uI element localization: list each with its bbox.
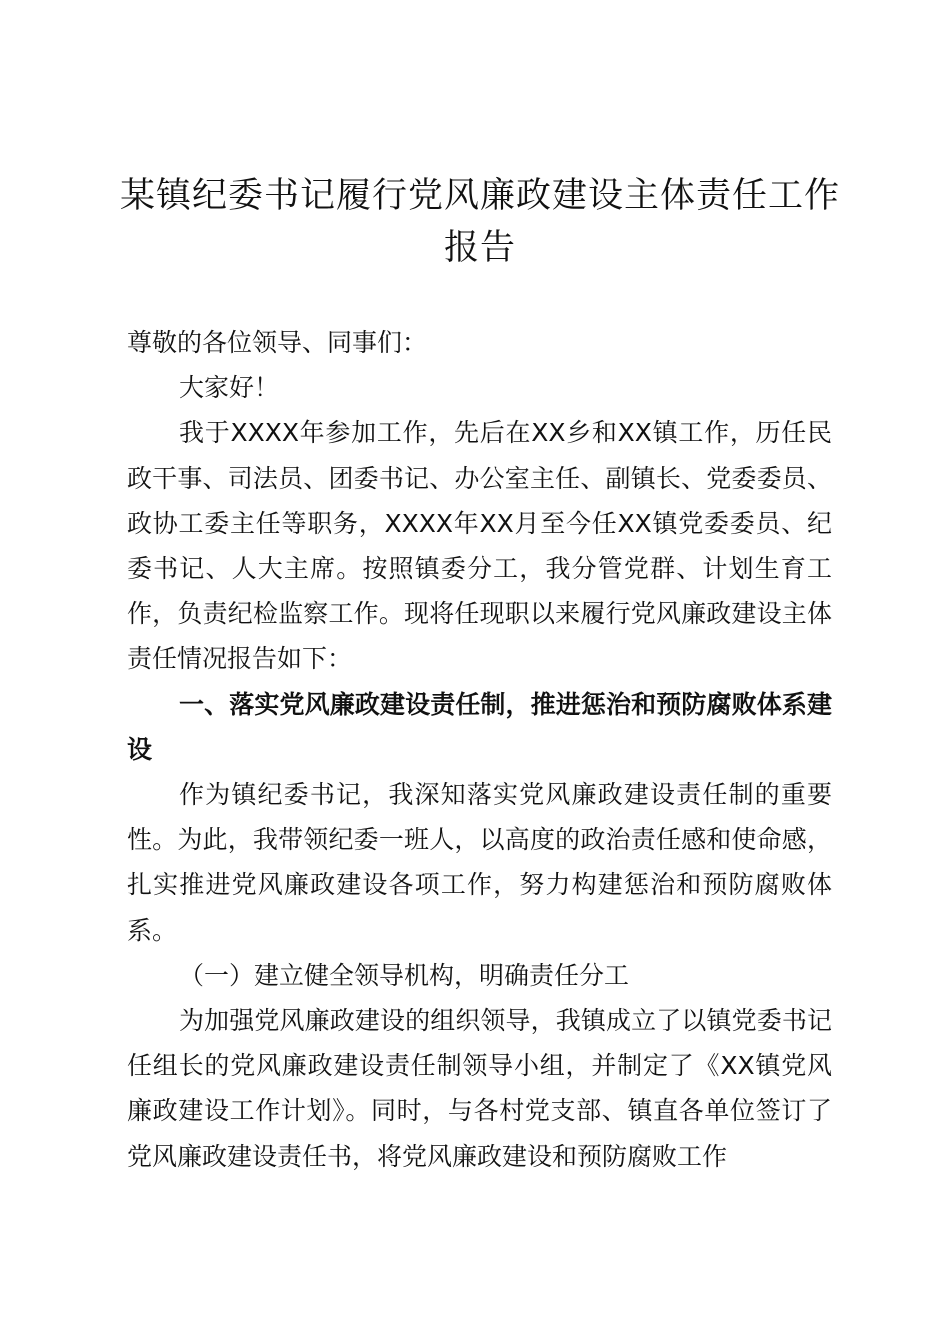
subsection-heading-1: （一）建立健全领导机构，明确责任分工 bbox=[179, 960, 630, 990]
section-1-paragraph: 作为镇纪委书记，我深知落实党风廉政建设责任制的重要性。为此，我带领纪委一班人，以高度的政治责任感和使命感，扎实推进党风廉政建设各项工作，努力构建惩治和预防腐败体系。 bbox=[127, 780, 832, 945]
document-title: 某镇纪委书记履行党风廉政建设主体责任工作报告 bbox=[120, 176, 841, 268]
document-body bbox=[127, 320, 832, 1179]
salutation: 尊敬的各位领导、同事们： bbox=[127, 328, 428, 357]
subsection-1-paragraph: 为加强党风廉政建设的组织领导，我镇成立了以镇党委书记任组长的党风廉政建设责任制领导小组，并制定了《XX镇党风廉政建设工作计划》。同时，与各村党支部、镇直各单位签订了党风廉政建设责任书，将党风廉政建设和预防腐败工作 bbox=[127, 1006, 832, 1171]
greeting: 大家好！ bbox=[179, 373, 280, 403]
section-heading-1: 一、落实党风廉政建设责任制，推进惩治和预防腐败体系建设 bbox=[127, 689, 832, 764]
intro-paragraph: 我于XXXX年参加工作，先后在XX乡和XX镇工作，历任民政干事、司法员、团委书记、办公室主任、副镇长、党委委员、政协工委主任等职务，XXXX年XX月至今任XX镇党委委员、纪委书记、人大主席。按照镇委分工，我分管党群、计划生育工作，负责纪检监察工作。现将任现职以来履行党风廉政建设主体责任情况报告如下： bbox=[127, 418, 832, 674]
